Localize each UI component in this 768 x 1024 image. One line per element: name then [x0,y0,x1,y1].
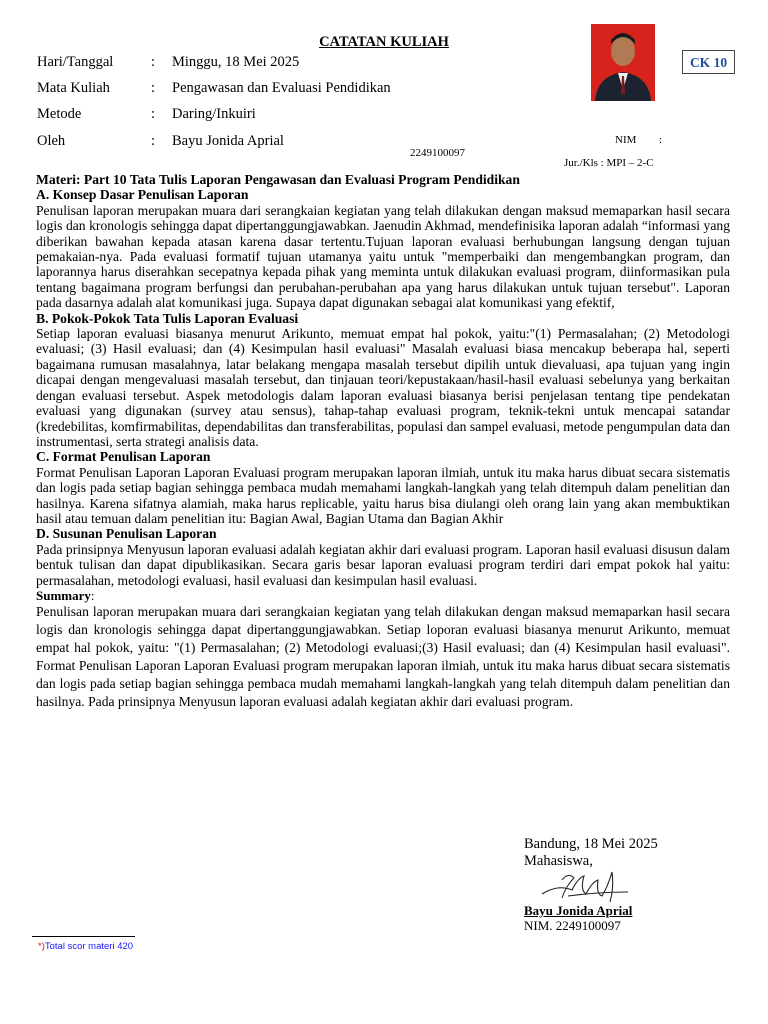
document-title: CATATAN KULIAH [319,34,449,50]
footnote-text: Total scor materi 420 [44,941,134,952]
nim-label: NIM [615,134,637,146]
section-b-body: Setiap laporan evaluasi biasanya menurut Arikunto, memuat empat hal pokok, yaitu:"(1) Permasalahan; (2) Metodologi evaluasi; (3) Hasil evaluasi; dan (4) Kesimpulan hasil evaluasi" Masalah evaluasi biasa mencakup beberapa hal, seperti bagaimana rumusan masalahnya, latar belakang mengapa masalah tersebut dipilih untuk dievaluasi, apa tujuan yang ingin dicapai dengan mengevaluasi masalah tersebut, dan tinjauan teori/kepustakaan/hasil-hasil evaluasi sebelunya yang berkaitan dengan evaluasi tersebut. Aspek metodologis dalam laporan evaluasi biasanya berisi penjelasan tentang tipe pendekatan evaluasi yang digunakan (survey atau sensus), tahap-tahap evaluasi program, teknik-tekni untuk mencapai satandar (kredebilitas, komfirmabilitas, dependabilitas dan transferabilitas, populasi dan sampel evaluasi, metode pengumpulan data dan instrumentasi, serta strategi analisis data. [36,326,730,449]
summary-label: Summary [36,587,91,603]
summary-colon: : [90,587,95,603]
materi-title: Materi: Part 10 Tata Tulis Laporan Pengawasan dan Evaluasi Program Pendidikan [36,172,520,187]
value-hari-tanggal: Minggu, 18 Mei 2025 [172,54,300,70]
value-oleh: Bayu Jonida Aprial [172,133,284,149]
colon: : [151,80,156,96]
label-metode: Metode [37,106,82,122]
section-b-heading: B. Pokok-Pokok Tata Tulis Laporan Evaluasi [36,310,299,326]
colon: : [151,106,156,122]
section-c-body: Format Penulisan Laporan Laporan Evaluasi program merupakan laporan ilmiah, untuk itu maka harus dibuat secara sistematis dan logis pada setiap bagian sehingga pembaca mudah memahami langkah-langkah yang telah ditempuh dalam penelitian dan hasilnya. Karena sifatnya alamiah, maka harus replicable, yaitu harus bisa diulangi oleh orang lain yang akan membuktikan hasil atau temuan dalam penelitian itu: Bagian Awal, Bagian Utama dan Bagian Akhir [36,464,730,526]
footnote-marker: *) [38,941,45,952]
section-c-heading: C. Format Penulisan Laporan [36,449,211,465]
ck-badge: CK 10 [682,50,735,74]
signature-nim: NIM. 2249100097 [524,918,621,933]
section-d-heading: D. Susunan Penulisan Laporan [36,526,217,542]
content-body [36,172,730,711]
label-hari-tanggal: Hari/Tanggal [37,54,114,70]
colon: : [151,133,156,149]
summary-heading [36,588,730,603]
label-oleh: Oleh [37,133,66,149]
section-a-body: Penulisan laporan merupakan muara dari serangkaian kegiatan yang telah dilakukan dengan maksud memaparkan hasil secara logis dan kronologis sehingga dapat dipertanggungjawabkan. Jaenudin Akhmad, mendefinisika laporan adalah “informasi yang diberikan bawahan kepada atasan karena dasar tertentu.Tujuan laporan evaluasi berhubungan langsung dengan tujuan pemakaian-nya. Pada evaluasi formatif tujuan utamanya yaitu untuk "memperbaiki dan mengembangkan program, dan laporannya harus diserahkan secepatnya kepada pihak yang meminta untuk dilakukan evaluasi program, diinformasikan pula tentang bagaimana program berfungsi dan perubahan-perubahan apa yang harus dilakukan untuk tujuan tersebut". Laporan pada dasarnya adalah alat komunikasi juga. Supaya dapat digunakan sebagai alat komunikasi yang efektif, [36,202,730,311]
colon: : [151,54,156,70]
signature-place-date: Bandung, 18 Mei 2025 [524,836,658,852]
summary-text: Penulisan laporan merupakan muara dari serangkaian kegiatan yang telah dilakukan dengan maksud memaparkan hasil secara logis dan kronologis sehingga dapat dipertanggungjawabkan. Setiap loporan evaluasi biasanya menurut Arikunto, memuat empat hal pokok, yaitu: "(1) Permasalahan; (2) Metodologi evaluasi;(3) Hasil evaluasi; dan (4) Kesimpulan hasil evaluasi". Format Penulisan Laporan Laporan Evaluasi program merupakan laporan ilmiah, untuk itu maka harus dibuat secara sistematis dan logis pada setiap bagian sehingga pembaca mudah memahami langkah-langkah yang telah ditempuh dalam penelitian dan hasilnya. Pada prinsipnya Menyusun laporan evaluasi adalah kegiatan akhir dari evaluasi program. [36,604,730,710]
student-photo [591,24,655,101]
section-a-heading: A. Konsep Dasar Penulisan Laporan [36,187,249,203]
footnote-divider [32,936,135,937]
section-d-body: Pada prinsipnya Menyusun laporan evaluasi adalah kegiatan akhir dari evaluasi program. Laporan hasil evaluasi disusun dalam bentuk tulisan dan dapat dipublikasikan. Secara garis besar laporan evaluasi program terdiri dari empat pokok hal yaitu: permasalahan, metodologi evaluasi, hasil evaluasi dan kesimpulan hasil evaluasi. [36,541,730,588]
signature-name: Bayu Jonida Aprial [524,903,633,918]
nim-value: 2249100097 [410,147,465,159]
value-metode: Daring/Inkuiri [172,106,256,122]
footnote [38,941,133,952]
nim-colon: : [659,134,663,146]
value-mata-kuliah: Pengawasan dan Evaluasi Pendidikan [172,80,391,96]
label-mata-kuliah: Mata Kuliah [37,80,110,96]
signature-role: Mahasiswa, [524,853,593,869]
jurusan-kelas: Jur./Kls : MPI – 2-C [564,157,654,169]
